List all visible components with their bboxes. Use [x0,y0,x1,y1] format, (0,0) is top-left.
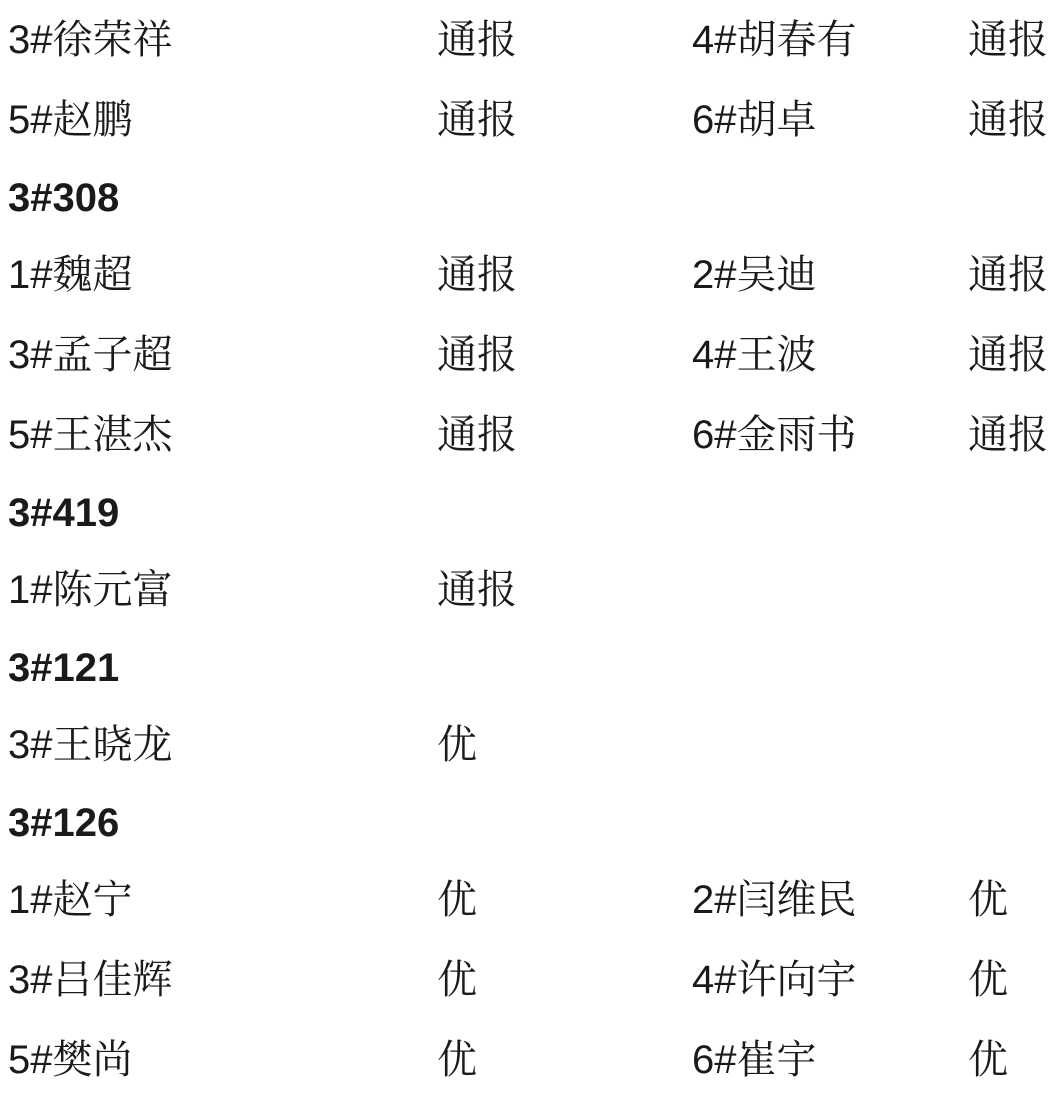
student-name: 3#吕佳辉 [8,958,173,1002]
student-name: 4#许向宇 [692,958,857,1002]
status-label: 通报 [968,333,1048,377]
student-name: 3#徐荣祥 [8,18,173,62]
status-label: 优 [437,878,477,922]
status-label: 通报 [968,413,1048,457]
roster-row [0,395,1063,475]
status-label: 优 [968,958,1008,1002]
roster-row [0,80,1063,160]
roster-row [0,1020,1063,1100]
student-name: 3#孟子超 [8,333,173,377]
status-label: 优 [437,958,477,1002]
student-name: 5#王湛杰 [8,413,173,457]
student-name: 1#赵宁 [8,878,133,922]
student-name: 1#魏超 [8,253,133,297]
roster-row [0,860,1063,940]
status-label: 通报 [437,333,517,377]
status-label: 优 [968,1038,1008,1082]
status-label: 通报 [437,568,517,612]
room-header-row [0,475,1063,550]
student-name: 3#王晓龙 [8,723,173,767]
student-name: 4#胡春有 [692,18,857,62]
student-name: 6#胡卓 [692,98,817,142]
student-name: 5#樊尚 [8,1038,133,1082]
status-label: 通报 [968,18,1048,62]
roster-row [0,315,1063,395]
student-name: 5#赵鹏 [8,98,133,142]
student-name: 2#闫维民 [692,878,857,922]
student-name: 6#金雨书 [692,413,857,457]
status-label: 优 [968,878,1008,922]
student-name: 2#吴迪 [692,253,817,297]
roster-row [0,550,1063,630]
status-label: 优 [437,1038,477,1082]
room-number: 3#419 [8,490,120,535]
status-label: 通报 [437,413,517,457]
status-label: 通报 [968,98,1048,142]
room-header-row [0,160,1063,235]
student-name: 1#陈元富 [8,568,173,612]
room-number: 3#121 [8,645,120,690]
status-label: 通报 [968,253,1048,297]
student-name: 6#崔宇 [692,1038,817,1082]
room-header-row [0,630,1063,705]
room-number: 3#126 [8,800,120,845]
roster-row [0,0,1063,80]
status-label: 优 [437,723,477,767]
roster-row [0,705,1063,785]
status-label: 通报 [437,253,517,297]
room-header-row [0,785,1063,860]
status-label: 通报 [437,98,517,142]
student-name: 4#王波 [692,333,817,377]
room-number: 3#308 [8,175,120,220]
status-label: 通报 [437,18,517,62]
roster-row [0,235,1063,315]
roster-row [0,940,1063,1020]
